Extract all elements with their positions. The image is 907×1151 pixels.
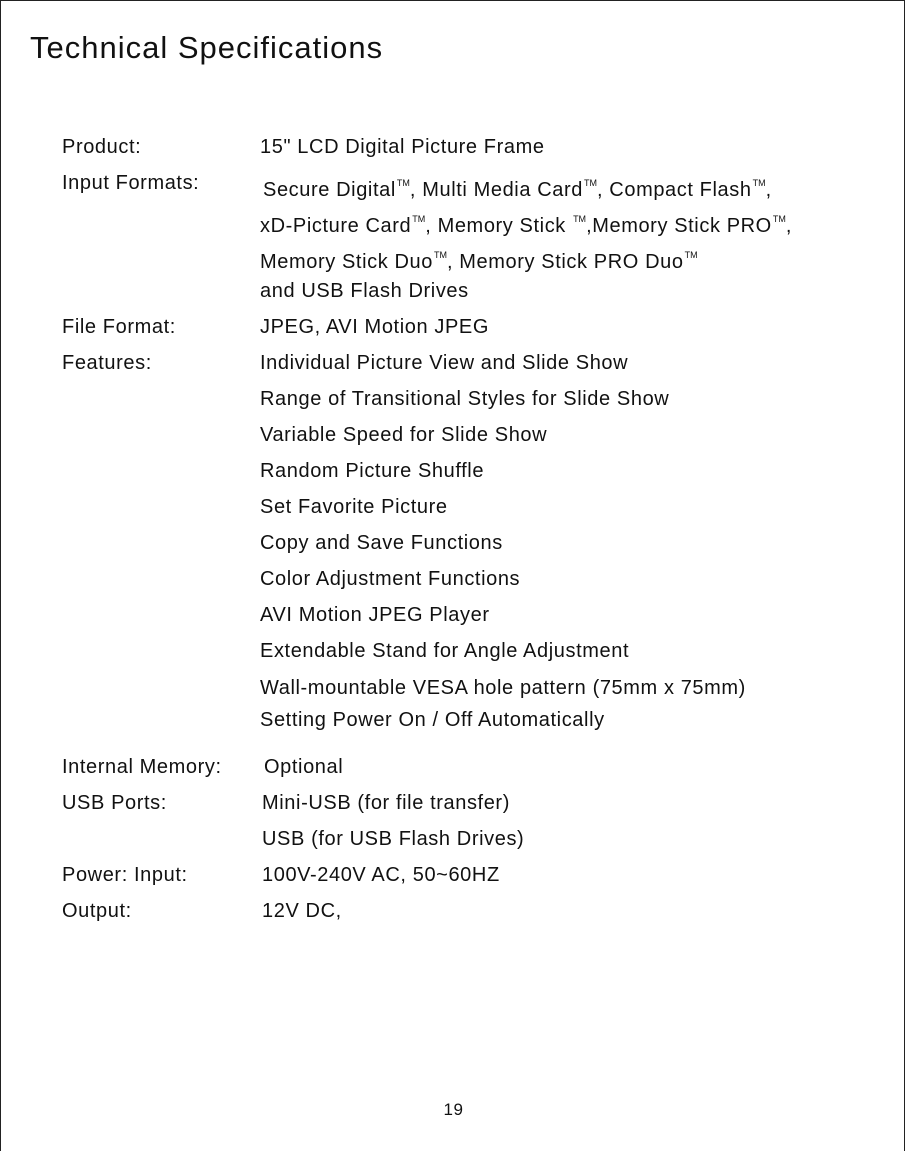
trademark-mark: TM bbox=[433, 250, 447, 260]
feature-item: Variable Speed for Slide Show bbox=[260, 424, 548, 446]
trademark-mark: TM bbox=[573, 214, 587, 224]
file-format-label: File Format: bbox=[62, 316, 176, 338]
format-multi-media-card: , Multi Media Card bbox=[409, 179, 583, 201]
trademark-mark: TM bbox=[583, 178, 597, 188]
power-input-label: Power: Input: bbox=[62, 864, 188, 886]
feature-item: Wall-mountable VESA hole pattern (75mm x 75mm) bbox=[260, 677, 746, 699]
internal-memory-label: Internal Memory: bbox=[62, 756, 222, 778]
input-formats-line-2 bbox=[260, 207, 792, 238]
format-memory-stick-pro: ,Memory Stick PRO bbox=[586, 215, 772, 237]
feature-item: Set Favorite Picture bbox=[260, 496, 448, 518]
input-formats-line-1 bbox=[263, 171, 772, 202]
format-compact-flash: , Compact Flash bbox=[596, 179, 752, 201]
feature-item: AVI Motion JPEG Player bbox=[260, 604, 490, 626]
feature-item: Color Adjustment Functions bbox=[260, 568, 521, 590]
trademark-mark: TM bbox=[772, 214, 786, 224]
feature-item: Random Picture Shuffle bbox=[260, 460, 485, 482]
feature-item: Range of Transitional Styles for Slide Show bbox=[260, 388, 670, 410]
feature-item: Individual Picture View and Slide Show bbox=[260, 352, 629, 374]
trademark-mark: TM bbox=[396, 178, 410, 188]
feature-item: Copy and Save Functions bbox=[260, 532, 503, 554]
page-number: 19 bbox=[443, 1100, 464, 1119]
format-memory-stick-pro-duo: , Memory Stick PRO Duo bbox=[446, 251, 684, 273]
file-format-value: JPEG, AVI Motion JPEG bbox=[260, 316, 489, 338]
trademark-mark: TM bbox=[412, 214, 426, 224]
feature-item: Extendable Stand for Angle Adjustment bbox=[260, 640, 630, 662]
internal-memory-value: Optional bbox=[264, 756, 344, 778]
format-secure-digital: Secure Digital bbox=[263, 179, 396, 201]
format-xd-picture-card: xD-Picture Card bbox=[260, 215, 412, 237]
page-title: Technical Specifications bbox=[30, 30, 384, 65]
usb-port-value: Mini-USB (for file transfer) bbox=[262, 792, 510, 814]
usb-port-value: USB (for USB Flash Drives) bbox=[262, 828, 525, 850]
separator: , bbox=[785, 215, 793, 237]
output-value: 12V DC, bbox=[262, 900, 342, 922]
output-label: Output: bbox=[62, 900, 132, 922]
format-memory-stick: , Memory Stick bbox=[425, 215, 573, 237]
input-formats-line-3 bbox=[260, 243, 698, 274]
features-label: Features: bbox=[62, 352, 152, 374]
trademark-mark: TM bbox=[752, 178, 766, 188]
usb-ports-label: USB Ports: bbox=[62, 792, 167, 814]
input-formats-label: Input Formats: bbox=[62, 172, 200, 194]
power-input-value: 100V-240V AC, 50~60HZ bbox=[262, 864, 500, 886]
feature-item: Setting Power On / Off Automatically bbox=[260, 709, 605, 731]
trademark-mark: TM bbox=[684, 250, 698, 260]
separator: , bbox=[765, 179, 772, 201]
product-value: 15" LCD Digital Picture Frame bbox=[260, 136, 545, 158]
format-memory-stick-duo: Memory Stick Duo bbox=[260, 251, 433, 273]
input-formats-line-4: and USB Flash Drives bbox=[260, 280, 469, 302]
product-label: Product: bbox=[62, 136, 142, 158]
